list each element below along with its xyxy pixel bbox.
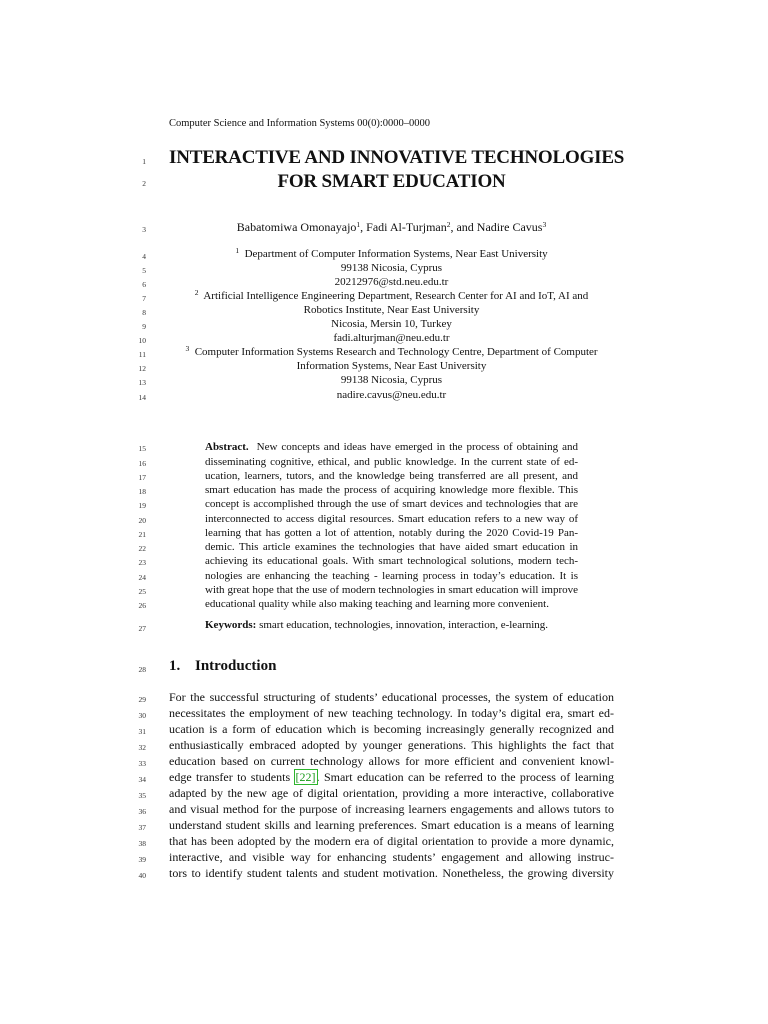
line-number: 23 [138,558,146,567]
line-number: 8 [142,308,146,317]
affiliation-text: Department of Computer Information Systems, Near East University [244,248,548,260]
abstract-text: New concepts and ideas have emerged in the process of obtaining and [256,441,579,453]
line-number: 28 [138,665,146,674]
line-number: 7 [142,294,146,303]
abstract-line: disseminating cognitive, ethical, and public knowledge. In the current state of ed- [205,456,578,468]
line-number: 29 [138,695,146,704]
body-text: . Smart education can be referred to the process of learning [316,770,615,784]
body-text: edge transfer to students [169,770,295,784]
line-number: 31 [138,727,146,736]
keywords [205,619,548,631]
citation-link[interactable]: [22] [295,770,316,784]
line-number: 1 [142,157,146,166]
line-number: 27 [138,624,146,633]
affiliation-line: Robotics Institute, Near East University [303,304,480,316]
line-number: 34 [138,775,146,784]
line-number: 32 [138,743,146,752]
body-line: adapted by the new age of digital orientation, providing a more interactive, collaborative [169,786,614,800]
abstract-line: smart education has made the process of acquiring knowledge more flexible. This [205,484,578,496]
author-name: , Fadi Al-Turjman [360,220,447,234]
body-line: and visual method for the purpose of increasing learners engagements and allows tutors to [169,802,614,816]
abstract-line: demic. This article examines the technologies that have aided smart education in [205,541,578,553]
line-number: 12 [138,364,146,373]
line-number: 11 [138,350,146,359]
affiliation-line: Nicosia, Mersin 10, Turkey [331,318,452,330]
line-number: 5 [142,266,146,275]
body-line: enthusiastically embraced adopted by younger generations. This highlights the fact that [169,738,614,752]
running-head: Computer Science and Information Systems 00(0):0000–0000 [169,118,430,129]
line-number: 22 [138,544,146,553]
line-number: 2 [142,179,146,188]
abstract-line: concept is accomplished through the use of smart devices and technologies that are [205,498,578,510]
section-title: Introduction [195,658,277,674]
line-number: 13 [138,378,146,387]
keywords-text: smart education, technologies, innovation, interaction, e-learning. [259,619,549,631]
abstract-line: ucation, learners, tutors, and the knowledge being transferred are all present, and [205,470,578,482]
abstract-line: educational quality while also making teaching and learning more convenient. [205,598,549,610]
affiliation-line: 99138 Nicosia, Cyprus [340,374,443,386]
affiliation-mark: 1 [235,246,240,255]
affiliation-line [169,346,614,358]
abstract-line: achieving its educational goals. With smart technological solutions, modern tech- [205,555,578,567]
line-number: 17 [138,473,146,482]
author-affiliation-mark: 2 [446,220,451,229]
line-number: 40 [138,871,146,880]
affiliation-line [169,290,614,302]
section-number: 1. [169,658,181,674]
affiliation-text: Computer Information Systems Research and Technology Centre, Department of Computer [194,346,598,358]
line-number: 25 [138,587,146,596]
body-line: tors to identify student talents and student motivation. Nonetheless, the growing diversity [169,866,614,880]
line-number: 21 [138,530,146,539]
line-number: 24 [138,573,146,582]
line-number: 4 [142,252,146,261]
affiliation-text: Artificial Intelligence Engineering Department, Research Center for AI and IoT, AI and [203,290,589,302]
abstract-line: learning that has gotten a lot of attention, notably during the 2020 Covid-19 Pan- [205,527,578,539]
affiliation-email: nadire.cavus@neu.edu.tr [336,389,447,401]
author-name: , and Nadire Cavus [450,220,543,234]
affiliation-line: Information Systems, Near East University [296,360,487,372]
abstract-line: nologies are enhancing the teaching - learning process in today’s education. It is [205,570,578,582]
title-line: INTERACTIVE AND INNOVATIVE TECHNOLOGIES [169,147,625,168]
line-number: 39 [138,855,146,864]
author-name: Babatomiwa Omonayajo [236,220,357,234]
keywords-label: Keywords: [205,619,257,631]
line-number: 36 [138,807,146,816]
body-line: necessitates the employment of new teaching technology. In today’s digital era, smart ed- [169,706,614,720]
line-number: 19 [138,501,146,510]
affiliation-email: 20212976@std.neu.edu.tr [334,276,449,288]
line-number: 10 [138,336,146,345]
line-number: 18 [138,487,146,496]
body-line: ucation is a form of education which is becoming increasingly generally recognized and [169,722,614,736]
affiliation-line [169,248,614,260]
body-line: that has been adopted by the modern era of digital orientation to provide a more dynamic, [169,834,614,848]
body-line: understand student skills and learning preferences. Smart education is a means of learning [169,818,614,832]
body-line [169,770,614,785]
abstract-label: Abstract. [205,441,249,453]
author-list [169,220,614,235]
body-line: For the successful structuring of students’ educational processes, the system of education [169,690,614,704]
title-line: FOR SMART EDUCATION [277,171,506,192]
author-affiliation-mark: 3 [542,220,547,229]
line-number: 37 [138,823,146,832]
line-number: 35 [138,791,146,800]
line-number: 9 [142,322,146,331]
line-number: 33 [138,759,146,768]
body-line: education based on current technology allows for more efficient and convenient knowl- [169,754,614,768]
line-number: 16 [138,459,146,468]
abstract-line: interconnected to access digital resources. Smart education refers to a new way of [205,513,578,525]
line-number: 15 [138,444,146,453]
affiliation-email: fadi.alturjman@neu.edu.tr [333,332,450,344]
body-line: interactive, and visible way for enhancing students’ engagement and allowing instruc- [169,850,614,864]
line-number: 3 [142,225,146,234]
line-number: 14 [138,393,146,402]
affiliation-mark: 3 [185,344,190,353]
line-number: 38 [138,839,146,848]
abstract-line [205,440,578,454]
line-number: 26 [138,601,146,610]
abstract-line: with great hope that the use of modern technologies in smart education will improve [205,584,578,596]
affiliation-mark: 2 [194,288,199,297]
affiliation-line: 99138 Nicosia, Cyprus [340,262,443,274]
line-number: 20 [138,516,146,525]
line-number: 6 [142,280,146,289]
line-number: 30 [138,711,146,720]
author-affiliation-mark: 1 [356,220,361,229]
